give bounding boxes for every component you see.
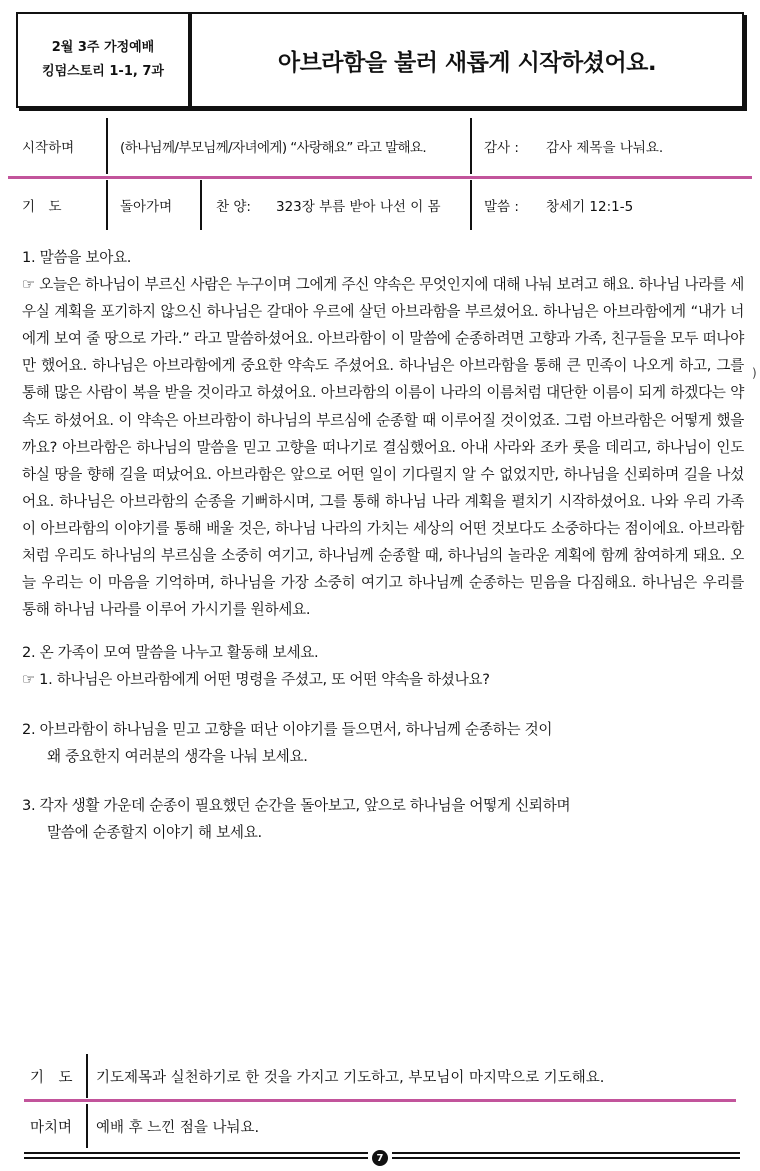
spacer: [22, 770, 744, 792]
divider: [106, 118, 108, 174]
section1-title: 1. 말씀을 보아요.: [22, 249, 132, 266]
word-text: 창세기 12:1-5: [546, 199, 634, 215]
question-1-text: 1. 하나님은 아브라함에게 어떤 명령을 주셨고, 또 어떤 약속을 하셨나요?: [39, 671, 490, 689]
closing-label: 마치며: [30, 1119, 73, 1136]
bottom-prayer-label: 기 도: [30, 1069, 73, 1086]
info-table: [8, 118, 752, 230]
question-2-line-1: 2. 아브라함이 하나님을 믿고 고향을 떠난 이야기를 들으면서, 하나님께 순종하는 것이: [22, 720, 553, 738]
divider: [86, 1104, 88, 1148]
footer: [24, 1150, 740, 1164]
question-1: [22, 666, 744, 693]
page-title: 아브라함을 불러 새롭게 시작하셨어요.: [190, 12, 744, 108]
footer-rule: [392, 1157, 740, 1159]
spacer: [22, 623, 744, 639]
footer-rule: [24, 1157, 368, 1159]
divider: [470, 180, 472, 230]
divider: [106, 180, 108, 230]
question-3-line-2: 말씀에 순종할지 이야기 해 보세요.: [47, 823, 262, 841]
accent-line: [8, 176, 752, 179]
page-number: 7: [372, 1150, 388, 1166]
round-text: 돌아가며: [120, 199, 173, 215]
main-content: [22, 244, 744, 846]
hymn-text: 323장 부름 받아 나선 이 몸: [276, 199, 441, 215]
pointing-hand-icon: ☞: [22, 671, 35, 689]
lesson-label: 킹덤스토리 1-1, 7과: [42, 64, 164, 79]
question-2-line-2: 왜 중요한지 여러분의 생각을 나눠 보세요.: [47, 747, 308, 765]
week-box: [16, 12, 190, 108]
spacer: [22, 694, 744, 716]
section1-text: 오늘은 하나님이 부르신 사람은 누구이며 그에게 주신 약속은 무엇인지에 대해 나눠 보려고 해요. 하나님 나라를 세우실 계획을 포기하지 않으신 하나님은 갈대아 우르에 살던 아브라함을 부르셨어요. 하나님은 아브라함에게 “내가 너에게 보여 줄 땅으로 가라.” 라고 말씀하셨어요. 아브라함이 이 말씀에 순종하려면 고향과 가족, 친구들을 모두 떠나야만 했어요. 하나님은 아브라함에게 중요한 약속도 주셨어요. 하나님은 아브라함을 통해 큰 민족이 나오게 하고, 그를 통해 많은 사람이 복을 받을 것이라고 하셨어요. 아브라함의 이름이 나라의 이름처럼 대단한 이름이 되게 하겠다는 약속도 하셨어요. 이 약속은 아브라함이 하나님의 부르심에 순종할 때 이루어질 것이었죠. 그럼 아브라함은 어떻게 했을까요? 아브라함은 하나님의 말씀을 믿고 고향을 떠나기로 결심했어요. 아내 사라와 조카 롯을 데리고, 하나님이 인도하실 땅을 향해 길을 떠났어요. 아브라함은 앞으로 어떤 일이 기다릴지 알 수 없었지만, 하나님을 신뢰하며 길을 나섰어요. 하나님은 아브라함의 순종을 기뻐하시며, 그를 통해 하나님 나라 계획을 펼치기 시작하셨어요. 나와 우리 가족이 아브라함의 이야기를 통해 배울 것은, 하나님 나라의 가치는 세상의 어떤 것보다도 소중하다는 점이에요. 아브라함처럼 우리도 하나님의 부르심을 소중히 여기고, 하나님께 순종할 때, 하나님의 놀라운 계획에 함께 참여하게 돼요. 오늘 우리는 이 마음을 기억하며, 하나님을 가장 소중히 여기고 하나님께 순종하는 믿음을 다짐해요. 하나님은 우리를 통해 하나님 나라를 이루어 가시기를 원하세요.: [22, 276, 744, 619]
question-3-line-1: 3. 각자 생활 가운데 순종이 필요했던 순간을 돌아보고, 앞으로 하나님을 어떻게 신뢰하며: [22, 796, 571, 814]
question-2: [22, 716, 744, 770]
footer-rule: [392, 1152, 740, 1154]
section1-body: [22, 271, 744, 623]
week-label: 2월 3주 가정예배: [51, 40, 155, 55]
bottom-prayer-text: 기도제목과 실천하기로 한 것을 가지고 기도하고, 부모님이 마지막으로 기도해요.: [96, 1069, 605, 1086]
thanks-text: 감사 제목을 나눠요.: [546, 140, 664, 156]
start-label: 시작하며: [22, 140, 75, 156]
thanks-label: 감사 :: [484, 140, 519, 156]
question-3: [22, 792, 744, 846]
footer-rule: [24, 1152, 368, 1154]
section2-title: 2. 온 가족이 모여 말씀을 나누고 활동해 보세요.: [22, 644, 319, 662]
divider: [86, 1054, 88, 1098]
divider: [470, 118, 472, 174]
closing-table: [24, 1054, 738, 1154]
accent-line: [24, 1099, 736, 1102]
word-label: 말씀 :: [484, 199, 519, 215]
prayer-label: 기 도: [22, 199, 62, 215]
closing-text: 예배 후 느낀 점을 나눠요.: [96, 1119, 260, 1136]
divider: [200, 180, 202, 230]
hymn-label: 찬 양:: [216, 199, 251, 215]
pointing-hand-icon: ☞: [22, 276, 35, 294]
margin-mark: ): [752, 366, 757, 380]
start-text: (하나님께/부모님께/자녀에게) “사랑해요” 라고 말해요.: [120, 140, 427, 156]
